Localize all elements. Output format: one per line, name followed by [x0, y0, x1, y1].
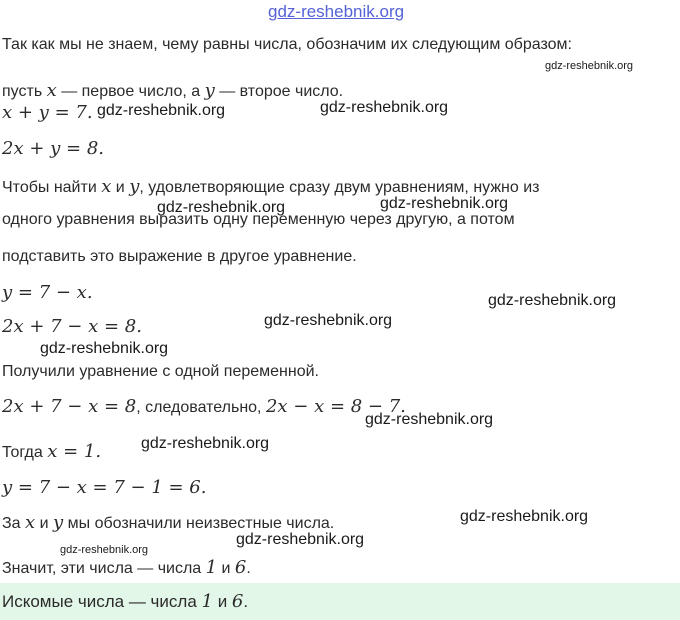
var-y: y: [204, 80, 215, 101]
watermark: gdz-reshebnik.org: [545, 60, 634, 72]
text: и: [217, 560, 235, 577]
text: — первое число, а: [56, 83, 205, 100]
equation-4: 2x + 7 − x = 8.: [2, 316, 142, 337]
math: 2x − x = 8 − 7.: [265, 396, 406, 417]
text: и: [111, 179, 130, 196]
answer-text: [2, 591, 248, 612]
text: и: [35, 515, 53, 532]
method-line-2: одного уравнения выразить одну переменную через другую, а потом: [2, 211, 515, 228]
equation-6: y = 7 − x = 7 − 1 = 6.: [2, 477, 207, 498]
watermark: gdz-reshebnik.org: [60, 544, 149, 556]
var-y: y: [129, 176, 140, 197]
text: .: [243, 592, 249, 611]
result-line: Получили уравнение с одной переменной.: [2, 363, 319, 380]
watermark: gdz-reshebnik.org: [97, 102, 226, 119]
text: — второе число.: [214, 83, 344, 100]
text: и: [212, 592, 232, 611]
answer-box: [0, 583, 680, 620]
math: 6: [231, 591, 244, 612]
watermark: gdz-reshebnik.org: [380, 195, 509, 212]
summary-line-1: [2, 512, 334, 533]
text: .: [246, 560, 251, 577]
watermark: gdz-reshebnik.org: [460, 508, 589, 525]
math: 1: [205, 557, 218, 578]
math: 1: [201, 591, 213, 612]
watermark: gdz-reshebnik.org: [264, 312, 393, 329]
text: , следовательно,: [136, 399, 266, 416]
var-x: x: [25, 512, 36, 533]
text: Чтобы найти: [2, 179, 102, 196]
equation-5: [2, 396, 406, 417]
text: Искомые числа — числа: [2, 592, 202, 611]
equation-2: 2x + y = 8.: [2, 138, 104, 159]
watermark: gdz-reshebnik.org: [40, 340, 169, 357]
watermark: gdz-reshebnik.org: [320, 99, 449, 116]
watermark: gdz-reshebnik.org: [141, 435, 270, 452]
text: мы обозначили неизвестные числа.: [63, 515, 335, 532]
site-watermark: gdz-reshebnik.org: [268, 2, 405, 21]
var-x: x: [46, 80, 57, 101]
equation-1: x + y = 7.: [2, 102, 93, 123]
text: , удовлетворяющие сразу двум уравнениям, нужно из: [139, 179, 540, 196]
then-line: [2, 441, 101, 462]
watermark: gdz-reshebnik.org: [365, 411, 494, 428]
definition-line: [2, 80, 343, 101]
intro-line: Так как мы не знаем, чему равны числа, обозначим их следующим образом:: [2, 36, 572, 53]
text: За: [2, 515, 26, 532]
watermark: gdz-reshebnik.org: [157, 199, 286, 216]
watermark: gdz-reshebnik.org: [236, 531, 365, 548]
var-x: x: [101, 176, 112, 197]
var-y: y: [53, 512, 64, 533]
text: пусть: [2, 83, 47, 100]
method-line-1: [2, 176, 539, 197]
summary-line-2: [2, 557, 251, 578]
math: 2x + 7 − x = 8: [2, 396, 137, 417]
text: Тогда: [2, 444, 48, 461]
math: 6: [234, 557, 247, 578]
watermark: gdz-reshebnik.org: [488, 292, 617, 309]
method-line-3: подставить это выражение в другое уравнение.: [2, 248, 357, 265]
math: x = 1.: [47, 441, 102, 462]
equation-3: y = 7 − x.: [2, 282, 93, 303]
text: Значит, эти числа — числа: [2, 560, 206, 577]
